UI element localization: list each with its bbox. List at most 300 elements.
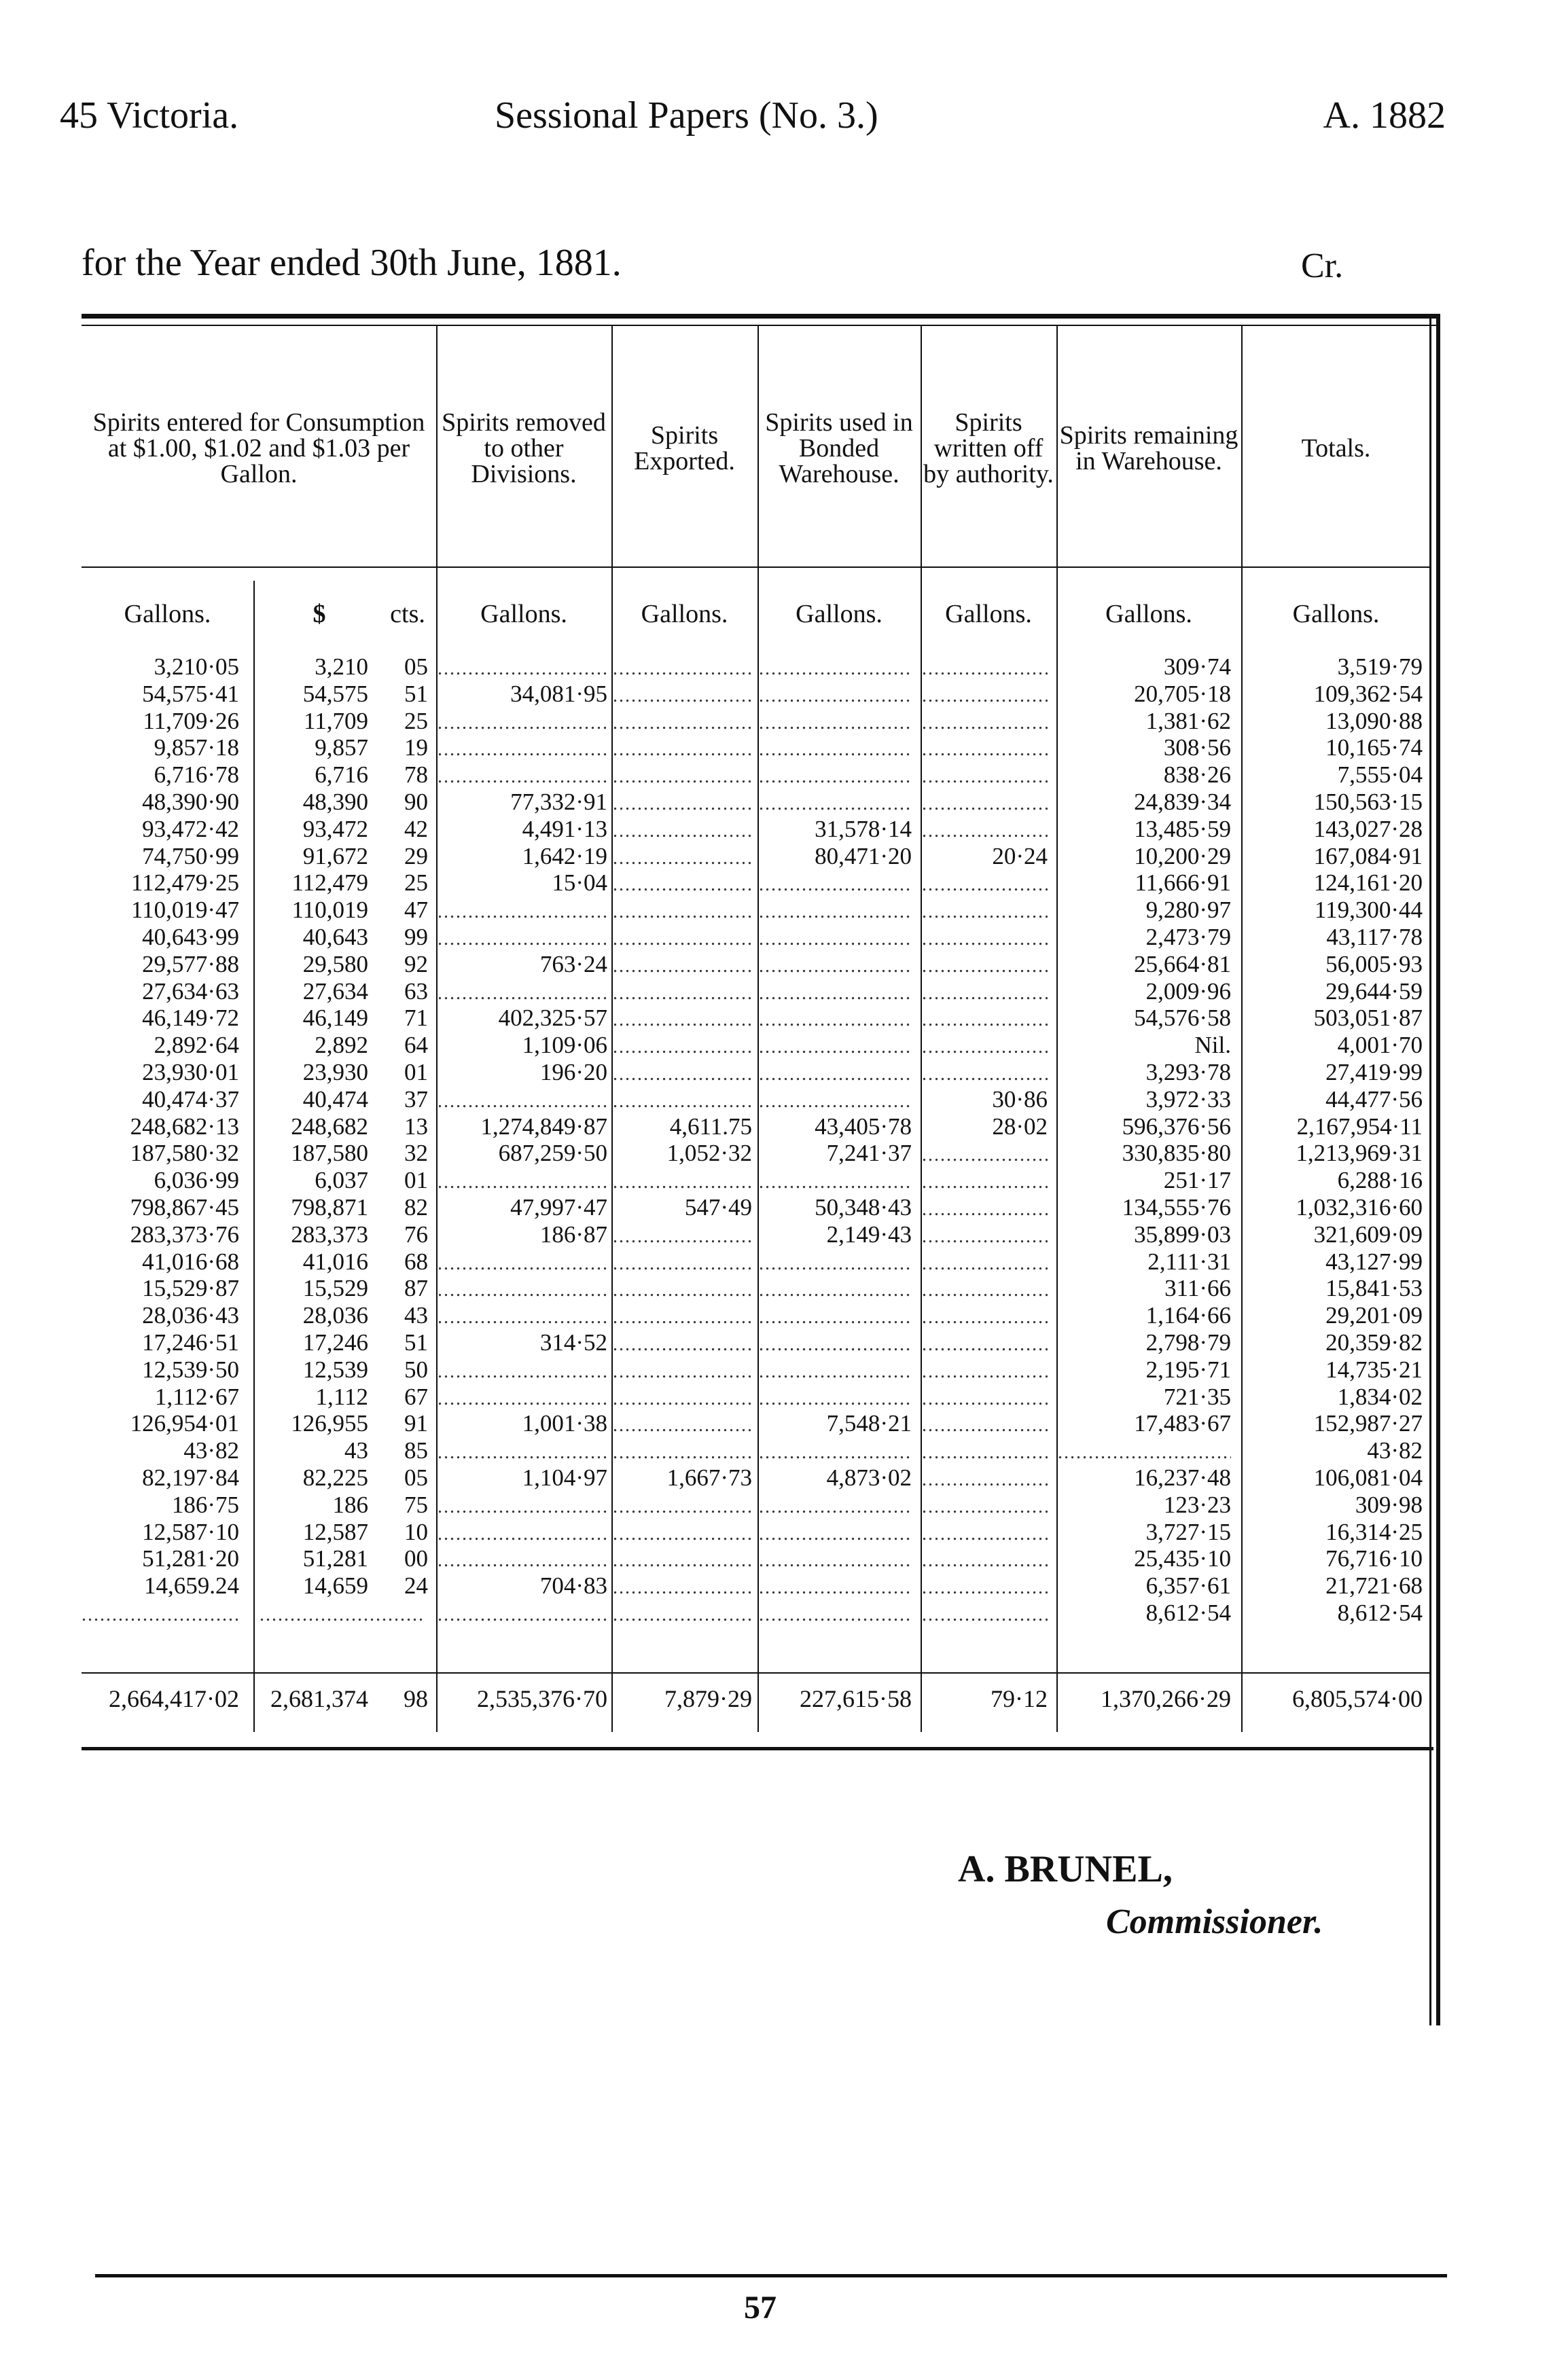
dot-leader (922, 1519, 1048, 1546)
consumption-cents-cell: 24 (404, 1572, 428, 1600)
remaining-gallons-cell: 8,612·54 (1145, 1599, 1231, 1626)
total-consumption-cents: 98 (404, 1685, 428, 1712)
consumption-cents-cell: 71 (404, 1005, 428, 1032)
consumption-cents-cell: 32 (404, 1140, 428, 1167)
table-row (82, 1032, 1429, 1059)
remaining-gallons-cell: 20,705·18 (1134, 680, 1231, 707)
exported-gallons-cell: 1,052·32 (666, 1140, 752, 1167)
dot-leader (613, 789, 752, 816)
consumption-cents-cell: 91 (404, 1410, 428, 1437)
consumption-gallons-cell: 3,210·05 (154, 653, 239, 680)
written-off-gallons-cell: 20·24 (992, 842, 1048, 869)
consumption-gallons-cell: 46,149·72 (142, 1005, 239, 1032)
dot-leader (613, 1275, 752, 1302)
dot-leader (759, 734, 912, 761)
consumption-cents-cell: 43 (404, 1302, 428, 1329)
dot-leader (613, 843, 752, 870)
consumption-dollars-cell: 9,857 (315, 734, 368, 761)
dot-leader (759, 1437, 912, 1464)
consumption-cents-cell: 99 (404, 923, 428, 950)
removed-gallons-cell: 402,325·57 (498, 1005, 607, 1032)
table-row (82, 1275, 1429, 1302)
dot-leader (613, 897, 752, 924)
dot-leader (922, 1492, 1048, 1519)
bonded-gallons-cell: 2,149·43 (826, 1221, 912, 1248)
consumption-dollars-cell: 11,709 (304, 707, 368, 734)
signature-name: A. BRUNEL, (958, 1848, 1173, 1890)
dot-leader (438, 1492, 607, 1519)
dot-leader (922, 924, 1048, 951)
dot-leader (759, 761, 912, 789)
table-row (82, 708, 1429, 735)
total-gallons-cell: 7,555·04 (1337, 761, 1423, 789)
column-header-bonded: Spirits used in Bonded Warehouse. (765, 408, 913, 488)
removed-gallons-cell: 1,642·19 (522, 842, 607, 869)
table-row (82, 1140, 1429, 1167)
dot-leader (922, 653, 1048, 681)
total-gallons-cell: 10,165·74 (1325, 734, 1423, 761)
consumption-gallons-cell: 82,197·84 (142, 1464, 239, 1491)
consumption-dollars-cell: 40,643 (302, 923, 368, 950)
remaining-gallons-cell: 3,293·78 (1145, 1058, 1231, 1085)
total-gallons-cell: 503,051·87 (1313, 1005, 1423, 1032)
column-header-totals: Totals. (1301, 434, 1371, 463)
total-gallons-cell: 21,721·68 (1325, 1572, 1423, 1600)
consumption-cents-cell: 29 (404, 842, 428, 869)
dot-leader (922, 1275, 1048, 1302)
table-row (82, 897, 1429, 924)
consumption-dollars-cell: 1,112 (315, 1383, 368, 1410)
remaining-gallons-cell: 11,666·91 (1135, 869, 1231, 897)
page-subtitle: for the Year ended 30th June, 1881. (82, 242, 622, 284)
consumption-dollars-cell: 126,955 (291, 1410, 368, 1437)
total-gallons-cell: 43,127·99 (1325, 1248, 1423, 1275)
dot-leader (613, 761, 752, 789)
dot-leader (759, 1005, 912, 1032)
total-remaining: 1,370,266·29 (1101, 1685, 1231, 1712)
dot-leader (438, 708, 607, 735)
remaining-gallons-cell: 309·74 (1163, 653, 1231, 680)
dot-leader (438, 1275, 607, 1302)
consumption-cents-cell: 63 (404, 977, 428, 1005)
dot-leader (438, 1437, 607, 1464)
dot-leader (922, 734, 1048, 761)
remaining-gallons-cell: 6,357·61 (1145, 1572, 1231, 1600)
table-row (82, 1248, 1429, 1276)
remaining-gallons-cell: 25,664·81 (1134, 950, 1231, 977)
dot-leader (438, 1167, 607, 1194)
consumption-cents-cell: 82 (404, 1193, 428, 1221)
table-row (82, 1410, 1429, 1437)
dot-leader (613, 1519, 752, 1546)
removed-gallons-cell: 34,081·95 (510, 680, 607, 707)
top-rule-thin (82, 325, 1440, 326)
total-gallons-cell: 4,001·70 (1337, 1032, 1423, 1059)
consumption-dollars-cell: 41,016 (302, 1248, 368, 1275)
remaining-gallons-cell: 13,485·59 (1134, 815, 1231, 842)
table-row (82, 1005, 1429, 1032)
dot-leader (613, 951, 752, 978)
dot-leader (922, 1437, 1048, 1464)
consumption-cents-cell: 05 (404, 653, 428, 680)
total-gallons-cell: 8,612·54 (1337, 1599, 1423, 1626)
dot-leader (613, 1410, 752, 1437)
table-row (82, 1329, 1429, 1356)
table-row (82, 1600, 1429, 1627)
dot-leader (759, 1248, 912, 1276)
remaining-gallons-cell: 1,164·66 (1145, 1302, 1231, 1329)
consumption-cents-cell: 67 (404, 1383, 428, 1410)
dot-leader (759, 1302, 912, 1329)
table-row (82, 1492, 1429, 1519)
dot-leader (759, 1329, 912, 1356)
dot-leader (613, 1221, 752, 1248)
dot-leader (613, 924, 752, 951)
dot-leader (922, 869, 1048, 897)
table-row (82, 1302, 1429, 1329)
consumption-dollars-cell: 27,634 (302, 977, 368, 1005)
dot-leader (438, 1086, 607, 1113)
consumption-cents-cell: 76 (404, 1221, 428, 1248)
total-gallons-cell: 321,609·09 (1313, 1221, 1423, 1248)
consumption-dollars-cell: 51,281 (302, 1545, 368, 1572)
consumption-cents-cell: 00 (404, 1545, 428, 1572)
bonded-gallons-cell: 50,348·43 (815, 1193, 912, 1221)
consumption-dollars-cell: 23,930 (302, 1058, 368, 1085)
consumption-gallons-cell: 29,577·88 (142, 950, 239, 977)
total-gallons-cell: 106,081·04 (1313, 1464, 1423, 1491)
dot-leader (759, 1600, 912, 1627)
dot-leader (922, 708, 1048, 735)
consumption-gallons-cell: 28,036·43 (142, 1302, 239, 1329)
remaining-gallons-cell: 2,798·79 (1145, 1329, 1231, 1356)
total-gallons-cell: 1,834·02 (1337, 1383, 1423, 1410)
dot-leader (922, 951, 1048, 978)
table-row (82, 789, 1429, 816)
consumption-dollars-cell: 283,373 (291, 1221, 368, 1248)
consumption-cents-cell: 92 (404, 950, 428, 977)
dot-leader (613, 1005, 752, 1032)
table-row (82, 924, 1429, 951)
dot-leader (438, 978, 607, 1005)
dot-leader (759, 1032, 912, 1059)
bonded-gallons-cell: 7,241·37 (826, 1140, 912, 1167)
dot-leader (613, 1384, 752, 1411)
consumption-dollars-cell: 82,225 (302, 1464, 368, 1491)
table-row (82, 978, 1429, 1005)
total-gallons-cell: 124,161·20 (1313, 869, 1423, 897)
dot-leader (438, 1600, 607, 1627)
total-gallons-cell: 16,314·25 (1325, 1518, 1423, 1545)
consumption-dollars-cell: 48,390 (302, 788, 368, 815)
dot-leader (759, 897, 912, 924)
consumption-cents-cell: 85 (404, 1437, 428, 1464)
footer-rule (95, 2274, 1447, 2277)
dot-leader (922, 1410, 1048, 1437)
consumption-gallons-cell: 11,709·26 (143, 707, 239, 734)
consumption-gallons-cell: 283,373·76 (130, 1221, 239, 1248)
consumption-dollars-cell: 15,529 (302, 1275, 368, 1302)
remaining-gallons-cell: 54,576·58 (1134, 1005, 1231, 1032)
total-gallons-cell: 152,987·27 (1313, 1410, 1423, 1437)
column-header-consumption: Spirits entered for Consumption at $1.00, $1.02 and $1.03 per Gallon. (92, 408, 425, 488)
dot-leader (922, 816, 1048, 843)
dot-leader (759, 924, 912, 951)
dot-leader (613, 681, 752, 708)
table-row (82, 761, 1429, 789)
dot-leader (1058, 1437, 1231, 1464)
dot-leader (613, 816, 752, 843)
consumption-gallons-cell: 17,246·51 (142, 1329, 239, 1356)
dot-leader (613, 1086, 752, 1113)
exported-gallons-cell: 547·49 (684, 1193, 752, 1221)
unit-gallons: Gallons. (480, 600, 567, 628)
consumption-dollars-cell: 6,037 (315, 1167, 368, 1194)
dot-leader (922, 978, 1048, 1005)
consumption-gallons-cell: 40,643·99 (142, 923, 239, 950)
consumption-cents-cell: 75 (404, 1491, 428, 1518)
total-gallons-cell: 119,300·44 (1314, 897, 1423, 924)
consumption-dollars-cell: 798,871 (291, 1193, 368, 1221)
removed-gallons-cell: 77,332·91 (510, 788, 607, 815)
consumption-gallons-cell: 48,390·90 (142, 788, 239, 815)
total-removed: 2,535,376·70 (477, 1685, 607, 1712)
consumption-dollars-cell: 12,539 (302, 1356, 368, 1383)
remaining-gallons-cell: 134,555·76 (1122, 1193, 1231, 1221)
total-gallons-cell: 43·82 (1367, 1437, 1423, 1464)
table-row (82, 1545, 1429, 1572)
dot-leader (613, 1545, 752, 1572)
bottom-rule (82, 1747, 1433, 1750)
dot-leader (613, 1167, 752, 1194)
consumption-cents-cell: 50 (404, 1356, 428, 1383)
table-row (82, 1167, 1429, 1194)
consumption-gallons-cell: 6,036·99 (154, 1167, 239, 1194)
consumption-gallons-cell: 12,539·50 (142, 1356, 239, 1383)
total-gallons-cell: 29,644·59 (1325, 977, 1423, 1005)
consumption-cents-cell: 51 (404, 1329, 428, 1356)
dot-leader (759, 1167, 912, 1194)
dot-leader (613, 1329, 752, 1356)
consumption-cents-cell: 64 (404, 1032, 428, 1059)
dot-leader (613, 1492, 752, 1519)
dot-leader (613, 1302, 752, 1329)
consumption-gallons-cell: 9,857·18 (154, 734, 239, 761)
dot-leader (613, 1437, 752, 1464)
data-rows (82, 653, 1429, 1627)
dot-leader (613, 978, 752, 1005)
consumption-gallons-cell: 23,930·01 (142, 1058, 239, 1085)
table-row (82, 1437, 1429, 1464)
consumption-cents-cell: 05 (404, 1464, 428, 1491)
consumption-gallons-cell: 12,587·10 (142, 1518, 239, 1545)
bonded-gallons-cell: 31,578·14 (815, 815, 912, 842)
totals-rule (82, 1672, 1429, 1674)
table-row (82, 734, 1429, 761)
dot-leader (922, 1140, 1048, 1167)
unit-gallons: Gallons. (124, 600, 211, 628)
consumption-cents-cell: 68 (404, 1248, 428, 1275)
total-gallons-cell: 6,288·16 (1337, 1167, 1423, 1194)
total-written-off: 79·12 (991, 1685, 1048, 1712)
consumption-dollars-cell: 248,682 (291, 1113, 368, 1140)
consumption-gallons-cell: 43·82 (183, 1437, 239, 1464)
dot-leader (922, 1356, 1048, 1384)
table-row (82, 1221, 1429, 1248)
consumption-gallons-cell: 40,474·37 (142, 1085, 239, 1113)
dot-leader (922, 761, 1048, 789)
table-row (82, 869, 1429, 897)
consumption-dollars-cell: 29,580 (302, 950, 368, 977)
removed-gallons-cell: 314·52 (539, 1329, 607, 1356)
removed-gallons-cell: 1,274,849·87 (480, 1113, 607, 1140)
remaining-gallons-cell: 2,009·96 (1145, 977, 1231, 1005)
dot-leader (759, 978, 912, 1005)
remaining-gallons-cell: 311·66 (1164, 1275, 1231, 1302)
removed-gallons-cell: 1,001·38 (522, 1410, 607, 1437)
remaining-gallons-cell: 25,435·10 (1134, 1545, 1231, 1572)
consumption-dollars-cell: 14,659 (302, 1572, 368, 1600)
consumption-gallons-cell: 126,954·01 (130, 1410, 239, 1437)
table-row (82, 681, 1429, 708)
credit-label: Cr. (1301, 247, 1344, 285)
consumption-dollars-cell: 112,479 (291, 869, 368, 897)
removed-gallons-cell: 1,104·97 (522, 1464, 607, 1491)
consumption-cents-cell: 25 (404, 707, 428, 734)
remaining-gallons-cell: 2,473·79 (1145, 923, 1231, 950)
dot-leader (922, 1032, 1048, 1059)
consumption-cents-cell: 90 (404, 788, 428, 815)
consumption-dollars-cell: 17,246 (302, 1329, 368, 1356)
total-bonded: 227,615·58 (800, 1685, 912, 1712)
total-gallons-cell: 29,201·09 (1325, 1302, 1423, 1329)
dot-leader (438, 653, 607, 681)
consumption-gallons-cell: 1,112·67 (154, 1383, 239, 1410)
removed-gallons-cell: 196·20 (539, 1058, 607, 1085)
dot-leader (922, 1194, 1048, 1221)
column-header-removed: Spirits removed to other Divisions. (442, 408, 606, 488)
total-gallons-cell: 309·98 (1355, 1491, 1423, 1518)
total-gallons-cell: 43,117·78 (1326, 923, 1423, 950)
consumption-cents-cell: 37 (404, 1085, 428, 1113)
consumption-cents-cell: 87 (404, 1275, 428, 1302)
dot-leader (759, 951, 912, 978)
total-consumption-gallons: 2,664,417·02 (109, 1685, 239, 1712)
consumption-cents-cell: 78 (404, 761, 428, 789)
dot-leader (438, 1519, 607, 1546)
dot-leader (613, 653, 752, 681)
total-gallons-cell: 1,032,316·60 (1296, 1193, 1423, 1221)
total-gallons-cell: 150,563·15 (1313, 788, 1423, 815)
consumption-gallons-cell: 41,016·68 (142, 1248, 239, 1275)
running-head-right: A. 1882 (1323, 94, 1446, 137)
consumption-gallons-cell: 110,019·47 (130, 897, 239, 924)
removed-gallons-cell: 763·24 (539, 950, 607, 977)
removed-gallons-cell: 1,109·06 (522, 1032, 607, 1059)
dot-leader (438, 1384, 607, 1411)
bonded-gallons-cell: 7,548·21 (826, 1410, 912, 1437)
total-gallons-cell: 15,841·53 (1325, 1275, 1423, 1302)
remaining-gallons-cell: 330,835·80 (1122, 1140, 1231, 1167)
consumption-dollars-cell: 54,575 (302, 680, 368, 707)
consumption-dollars-cell: 2,892 (315, 1032, 368, 1059)
unit-gallons: Gallons. (1105, 600, 1192, 628)
right-border-line-thick (1436, 314, 1440, 2025)
written-off-gallons-cell: 30·86 (992, 1085, 1048, 1113)
table-row (82, 1194, 1429, 1221)
consumption-dollars-cell: 40,474 (302, 1085, 368, 1113)
dot-leader (613, 734, 752, 761)
consumption-cents-cell: 01 (404, 1058, 428, 1085)
dot-leader (613, 1032, 752, 1059)
column-header-exported: Spirits Exported. (634, 421, 735, 475)
table-row (82, 1086, 1429, 1113)
grand-total: 6,805,574·00 (1292, 1685, 1423, 1712)
dot-leader (759, 708, 912, 735)
table-row (82, 1384, 1429, 1411)
header-rule (82, 566, 1429, 568)
removed-gallons-cell: 4,491·13 (522, 815, 607, 842)
dot-leader (922, 1248, 1048, 1276)
dot-leader (613, 869, 752, 897)
running-head (60, 94, 1446, 141)
removed-gallons-cell: 47,997·47 (510, 1193, 607, 1221)
total-gallons-cell: 143,027·28 (1313, 815, 1423, 842)
consumption-gallons-cell: 798,867·45 (130, 1193, 239, 1221)
total-gallons-cell: 109,362·54 (1313, 680, 1423, 707)
dot-leader (438, 1248, 607, 1276)
dot-leader (759, 1545, 912, 1572)
consumption-gallons-cell: 112,479·25 (130, 869, 239, 897)
exported-gallons-cell: 1,667·73 (666, 1464, 752, 1491)
remaining-gallons-cell: 16,237·48 (1134, 1464, 1231, 1491)
remaining-gallons-cell: 2,111·31 (1147, 1248, 1231, 1275)
table-row (82, 1356, 1429, 1384)
total-gallons-cell: 56,005·93 (1325, 950, 1423, 977)
dot-leader (613, 1600, 752, 1627)
consumption-dollars-cell: 6,716 (315, 761, 368, 789)
dot-leader (438, 761, 607, 789)
remaining-gallons-cell: 123·23 (1163, 1491, 1231, 1518)
dot-leader (759, 1086, 912, 1113)
consumption-gallons-cell: 14,659.24 (144, 1572, 239, 1600)
dot-leader (922, 1167, 1048, 1194)
dot-leader (438, 897, 607, 924)
dot-leader (438, 1545, 607, 1572)
consumption-dollars-cell: 93,472 (302, 815, 368, 842)
dot-leader (613, 1059, 752, 1086)
total-gallons-cell: 14,735·21 (1325, 1356, 1423, 1383)
unit-dollars: $ (313, 600, 326, 628)
dot-leader (438, 1356, 607, 1384)
dot-leader (922, 1329, 1048, 1356)
table-row (82, 1113, 1429, 1140)
dot-leader (922, 1600, 1048, 1627)
unit-gallons: Gallons. (1292, 600, 1380, 628)
dot-leader (759, 1572, 912, 1600)
dot-leader (613, 1572, 752, 1600)
page-number: 57 (744, 2290, 777, 2326)
consumption-gallons-cell: 51,281·20 (142, 1545, 239, 1572)
consumption-dollars-cell: 91,672 (302, 842, 368, 869)
total-gallons-cell: 27,419·99 (1325, 1058, 1423, 1085)
dot-leader (922, 681, 1048, 708)
dot-leader (613, 1248, 752, 1276)
remaining-gallons-cell: 17,483·67 (1134, 1410, 1231, 1437)
consumption-cents-cell: 47 (404, 897, 428, 924)
dot-leader (759, 681, 912, 708)
consumption-dollars-cell: 12,587 (302, 1518, 368, 1545)
